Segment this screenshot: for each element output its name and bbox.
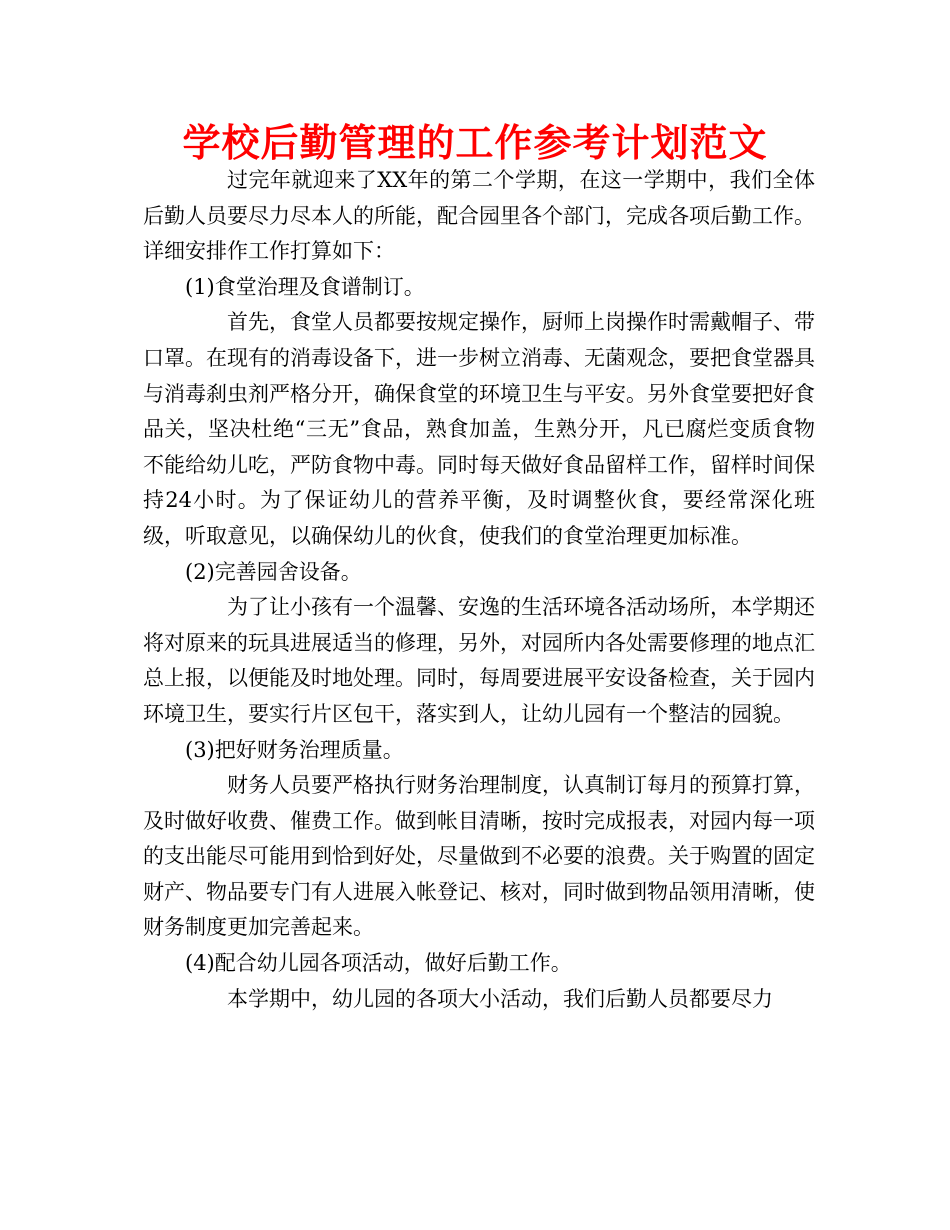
document-body	[143, 163, 815, 1017]
document-title: 学校后勤管理的工作参考计划范文	[182, 120, 768, 165]
paragraph-facilities: 为了让小孩有一个温馨、安逸的生活环境各活动场所，本学期还将对原来的玩具进展适当的修理，另外，对园所内各处需要修理的地点汇总上报，以便能及时地处理。同时，每周要进展平安设备检查，关于园内环境卫生，要实行片区包干，落实到人，让幼儿园有一个整洁的园貌。	[143, 595, 815, 726]
paragraph-finance: 财务人员要严格执行财务治理制度，认真制订每月的预算打算，及时做好收费、催费工作。做到帐目清晰，按时完成报表，对园内每一项的支出能尽可能用到恰到好处，尽量做到不必要的浪费。关于购置的固定财产、物品要专门有人进展入帐登记、核对，同时做到物品领用清晰，使财务制度更加完善起来。	[143, 773, 815, 940]
paragraph-activities: 本学期中，幼儿园的各项大小活动，我们后勤人员都要尽力	[227, 986, 773, 1011]
section-heading-canteen: (1)食堂治理及食谱制订。	[185, 274, 425, 299]
paragraph-intro: 过完年就迎来了XX年的第二个学期，在这一学期中，我们全体后勤人员要尽力尽本人的所能，配合园里各个部门，完成各项后勤工作。详细安排作工作打算如下：	[143, 168, 815, 264]
section-heading-facilities: (2)完善园舍设备。	[185, 559, 362, 584]
section-heading-activities: (4)配合幼儿园各项活动，做好后勤工作。	[185, 951, 572, 976]
section-heading-finance: (3)把好财务治理质量。	[185, 737, 404, 762]
paragraph-canteen: 首先，食堂人员都要按规定操作，厨师上岗操作时需戴帽子、带口罩。在现有的消毒设备下，进一步树立消毒、无菌观念，要把食堂器具与消毒刹虫剂严格分开，确保食堂的环境卫生与平安。另外食堂要把好食品关，坚决杜绝“三无”食品，熟食加盖，生熟分开，凡已腐烂变质食物不能给幼儿吃，严防食物中毒。同时每天做好食品留样工作，留样时间保持24小时。为了保证幼儿的营养平衡，及时调整伙食，要经常深化班级，听取意见，以确保幼儿的伙食，使我们的食堂治理更加标准。	[143, 310, 815, 548]
